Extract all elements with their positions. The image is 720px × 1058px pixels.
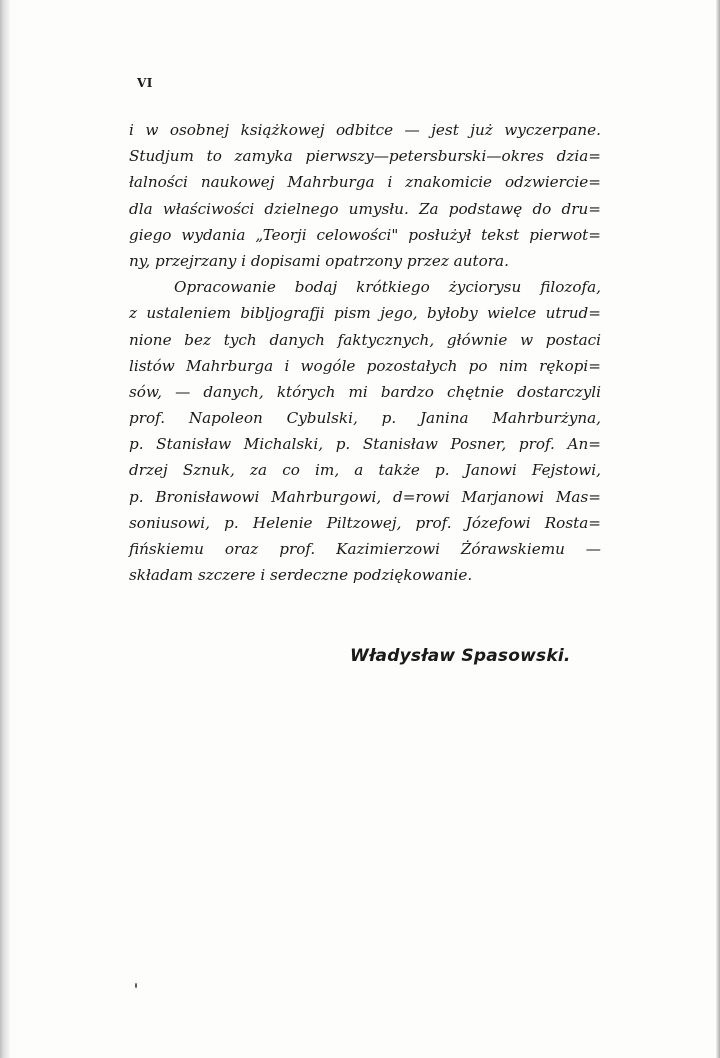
- text-line: drzej Sznuk, za co im, a także p. Janowi Fejstowi,: [129, 461, 601, 480]
- text-line: listów Mahrburga i wogóle pozostałych po nim rękopi=: [129, 356, 601, 375]
- text-line: Studjum to zamyka pierwszy—petersburski—okres dzia=: [129, 147, 601, 166]
- text-line: ny, przejrzany i dopisami opatrzony przez autora.: [129, 251, 509, 270]
- text-line: giego wydania „Teorji celowości" posłużył tekst pierwot=: [129, 225, 601, 244]
- text-line: prof. Napoleon Cybulski, p. Janina Mahrburżyna,: [129, 409, 601, 428]
- page-binding-edge: [0, 0, 10, 1058]
- text-line: Opracowanie bodaj krótkiego życiorysu filozofa,: [174, 278, 601, 297]
- author-signature: Władysław Spasowski.: [350, 646, 571, 666]
- text-line: składam szczere i serdeczne podziękowanie.: [129, 566, 473, 585]
- page-number: VI: [137, 76, 153, 90]
- text-line: soniusowi, p. Helenie Piltzowej, prof. Józefowi Rosta=: [129, 513, 601, 532]
- scan-speck: [135, 983, 137, 988]
- text-line: sów, — danych, których mi bardzo chętnie dostarczyli: [129, 382, 601, 401]
- text-line: z ustaleniem bibljografji pism jego, byłoby wielce utrud=: [129, 304, 601, 323]
- text-line: łalności naukowej Mahrburga i znakomicie odzwiercie=: [129, 173, 601, 192]
- body-text: [129, 117, 601, 588]
- page-right-edge: [716, 0, 720, 1058]
- text-line: dla właściwości dzielnego umysłu. Za podstawę do dru=: [129, 199, 601, 218]
- text-line: i w osobnej książkowej odbitce — jest już wyczerpane.: [129, 121, 601, 139]
- text-line: nione bez tych danych faktycznych, głównie w postaci: [129, 330, 601, 349]
- text-line: p. Bronisławowi Mahrburgowi, d=rowi Marjanowi Mas=: [129, 487, 601, 506]
- text-line: p. Stanisław Michalski, p. Stanisław Posner, prof. An=: [129, 435, 601, 454]
- text-line: fińskiemu oraz prof. Kazimierzowi Żórawskiemu —: [129, 540, 601, 558]
